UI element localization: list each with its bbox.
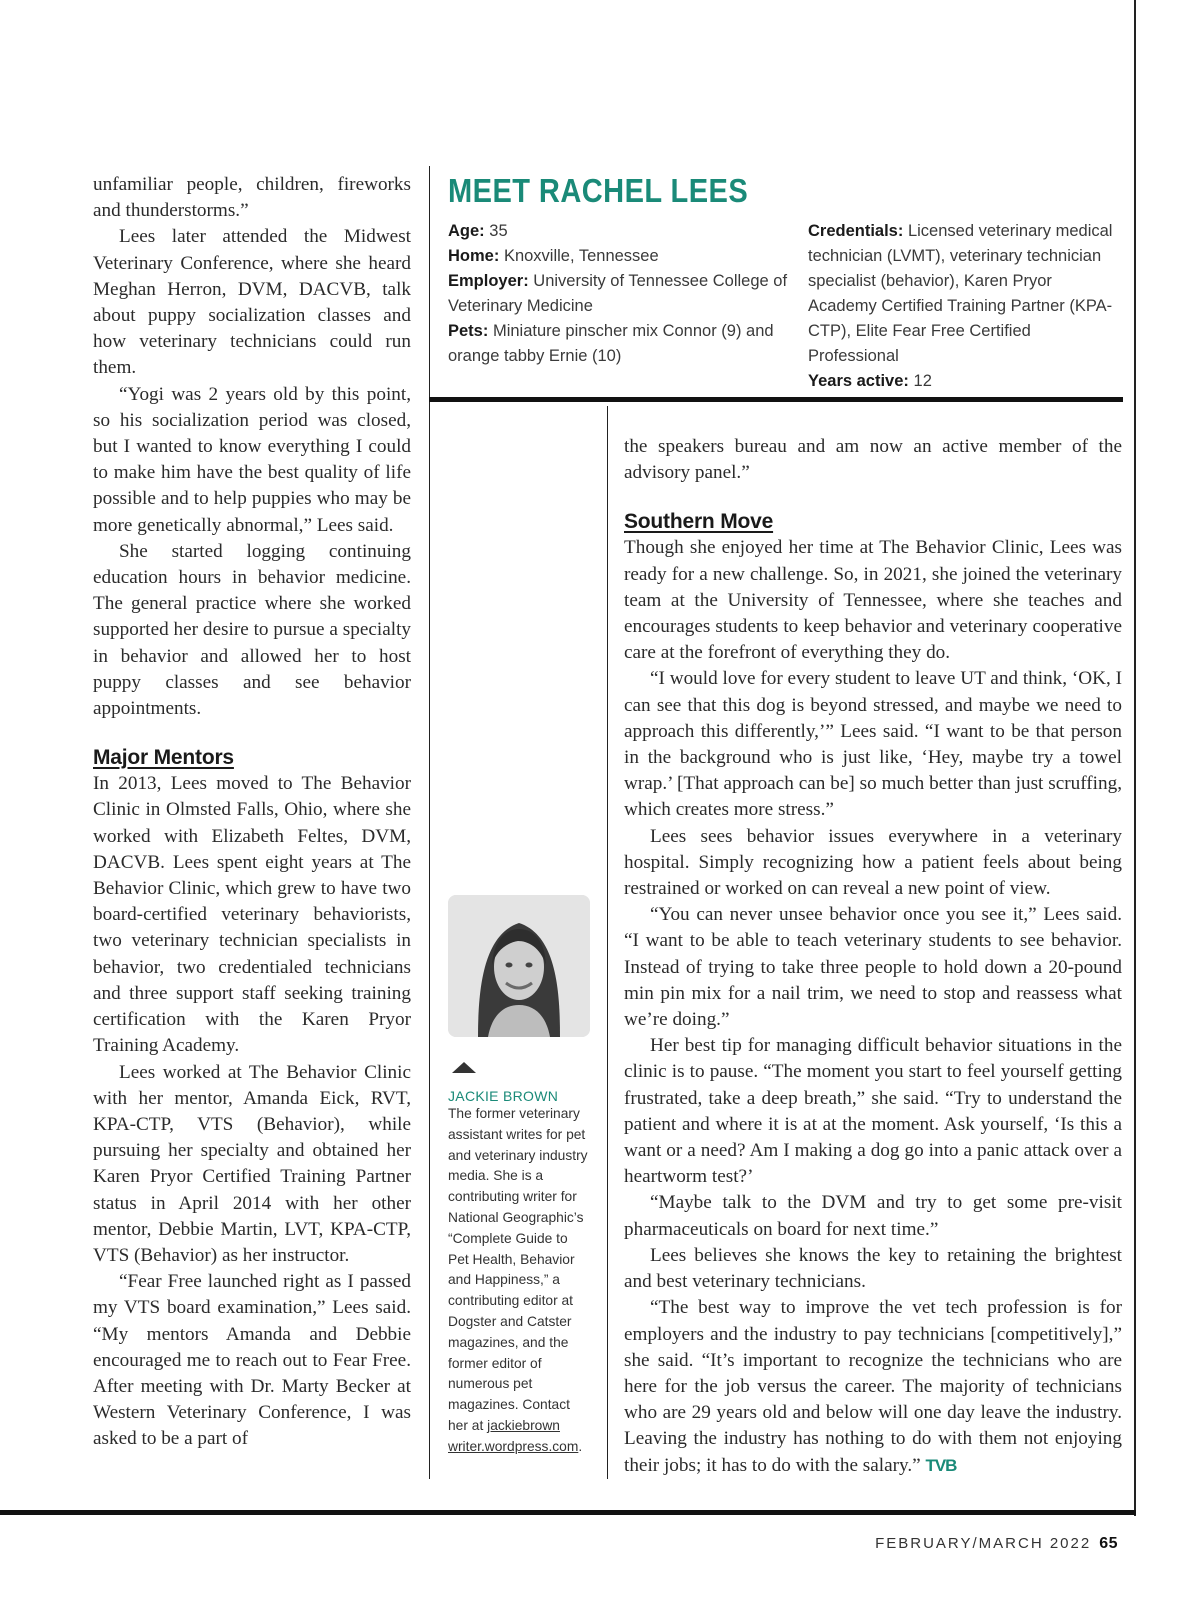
profile-facts (448, 219, 1122, 394)
paragraph: Lees worked at The Behavior Clinic with her mentor, Amanda Eick, RVT, KPA-CTP, VTS (Behavior), while pursuing her specialty and obtained her Karen Pryor Certified Training Partner status in April 2014 with her other mentor, Debbie Martin, LVT, KPA-CTP, VTS (Behavior) as her instructor. (93, 1061, 411, 1266)
fact-pets (448, 319, 808, 369)
subhead-major-mentors: Major Mentors (93, 746, 234, 770)
fact-years-active (808, 369, 1122, 394)
fact-value: University of Tennessee College of Veterinary Medicine (448, 272, 788, 315)
author-portrait-image (448, 895, 590, 1037)
facts-column-right (808, 219, 1122, 394)
paragraph: “You can never unsee behavior once you see it,” Lees said. “I want to be able to teach veterinary students to see behavior. Instead of trying to take three people to hold down a 20-pound min pin mix for a nail trim, we need to stop and reassess what we’re doing.” (624, 904, 1122, 1031)
paragraph: “Maybe talk to the DVM and try to get some pre-visit pharmaceuticals on board for next time.” (624, 1192, 1122, 1240)
author-name: JACKIE BROWN (448, 1088, 559, 1104)
fact-label: Home: (448, 247, 500, 265)
author-box (448, 895, 590, 1458)
fact-value: 35 (489, 222, 508, 240)
fact-age (448, 219, 808, 244)
triangle-pointer-icon (452, 1062, 476, 1073)
fact-value: 12 (913, 372, 932, 390)
fact-employer (448, 269, 808, 319)
left-column (93, 172, 411, 1453)
footer-rule (0, 1510, 1136, 1515)
fact-label: Credentials: (808, 222, 904, 240)
paragraph: “Fear Free launched right as I passed my VTS board examination,” Lees said. “My mentors Amanda and Debbie encouraged me to reach out to Fear Free. After meeting with Dr. Marty Becker at Western Veterinary Conference, I was asked to be a part of (93, 1271, 411, 1450)
paragraph: unfamiliar people, children, fireworks and thunderstorms.” (93, 174, 411, 222)
sidebar-title: MEET RACHEL LEES (448, 172, 749, 209)
paragraph: Lees later attended the Midwest Veterinary Conference, where she heard Meghan Herron, DVM, DACVB, talk about puppy socialization classes and how veterinary technicians could run them. (93, 226, 411, 379)
paragraph: Her best tip for managing difficult behavior situations in the clinic is to pause. “The moment you start to feel yourself getting frustrated, take a deep breath,” she said. “Try to understand the patient and where it is at at the moment. Ask yourself, ‘Is this a want or a need? Am I making a dog go into a panic attack over a heartworm test?’ (624, 1035, 1122, 1188)
paragraph: the speakers bureau and am now an active member of the advisory panel.” (624, 436, 1122, 484)
fact-label: Years active: (808, 372, 909, 390)
author-website-link[interactable]: jackiebrown writer.wordpress.com (448, 1417, 579, 1454)
folio (875, 1535, 1118, 1553)
paragraph: In 2013, Lees moved to The Behavior Clinic in Olmsted Falls, Ohio, where she worked with Elizabeth Feltes, DVM, DACVB. Lees spent eight years at The Behavior Clinic, which grew to have two board-certified veterinary behaviorists, two veterinary technician specialists in behavior, two credentialed technicians and three support staff seeking training certification with the Karen Pryor Training Academy. (93, 773, 411, 1057)
page-number: 65 (1099, 1535, 1118, 1552)
paragraph: Though she enjoyed her time at The Behavior Clinic, Lees was ready for a new challenge. So, in 2021, she joined the veterinary team at the University of Tennessee, where she teaches and encourages students to keep behavior and veterinary cooperative care at the forefront of everything they do. (624, 537, 1122, 664)
subhead-southern-move: Southern Move (624, 510, 774, 534)
author-bio-end: . (578, 1438, 583, 1454)
fact-label: Pets: (448, 322, 489, 340)
author-bio (448, 1104, 590, 1458)
fact-credentials (808, 219, 1122, 369)
column-divider (429, 166, 430, 1479)
author-photo (448, 895, 590, 1037)
profile-sidebar (448, 172, 1122, 394)
paragraph-text: “The best way to improve the vet tech profession is for employers and the industry to pay technicians [competitively],” she said. “It’s important to recognize the technicians who are here for the job versus the career. The majority of technicians who are 29 years old and below will one day leave the industry. Leaving the industry has nothing to do with them not enjoying their jobs; it has to do with the salary.” (624, 1297, 1122, 1476)
column-divider (607, 406, 608, 1479)
facts-column-left (448, 219, 808, 394)
paragraph: She started logging continuing education hours in behavior medicine. The general practice where she worked supported her desire to pursue a specialty in behavior and allowed her to host puppy classes and see behavior appointments. (93, 540, 411, 720)
paragraph: Lees believes she knows the key to retaining the brightest and best veterinary technicians. (624, 1244, 1122, 1293)
author-bio-text: The former veterinary assistant writes for pet and veterinary industry media. She is a contributing writer for National Geographic’s “Complete Guide to Pet Health, Behavior and Happiness,” a contributing editor at Dogster and Catster magazines, and the former editor of numerous pet magazines. Contact her at (448, 1106, 588, 1433)
paragraph: “I would love for every student to leave UT and think, ‘OK, I can see that this dog is beyond stressed, and maybe we need to approach this differently,’” Lees said. “I want to be that person in the background who is just like, ‘Hey, maybe try a towel wrap.’ [That approach can be] so much better than just scruffing, which creates more stress.” (624, 668, 1122, 821)
fact-value: Miniature pinscher mix Connor (9) and orange tabby Ernie (10) (448, 322, 774, 365)
fact-label: Employer: (448, 272, 529, 290)
paragraph (624, 1295, 1122, 1478)
paragraph: “Yogi was 2 years old by this point, so his socialization period was closed, but I wanted to know everything I could to make him have the best quality of life possible and to help puppies who may be more genetically abnormal,” Lees said. (93, 383, 411, 536)
fact-label: Age: (448, 222, 485, 240)
tvb-end-mark-logo: TVB (925, 1455, 957, 1475)
right-column (624, 434, 1122, 1479)
page-edge-rule (1134, 0, 1136, 1516)
issue-date: FEBRUARY/MARCH 2022 (875, 1535, 1092, 1552)
fact-value: Knoxville, Tennessee (503, 247, 659, 265)
fact-value: Licensed veterinary medical technician (LVMT), veterinary technician specialist (behavior), Karen Pryor Academy Certified Training Partner (KPA-CTP), Elite Fear Free Certified Professional (808, 222, 1113, 365)
fact-home (448, 244, 808, 269)
paragraph: Lees sees behavior issues everywhere in a veterinary hospital. Simply recognizing how a patient feels about being restrained or worked on can reveal a new point of view. (624, 825, 1122, 900)
sidebar-bottom-rule (429, 397, 1123, 402)
